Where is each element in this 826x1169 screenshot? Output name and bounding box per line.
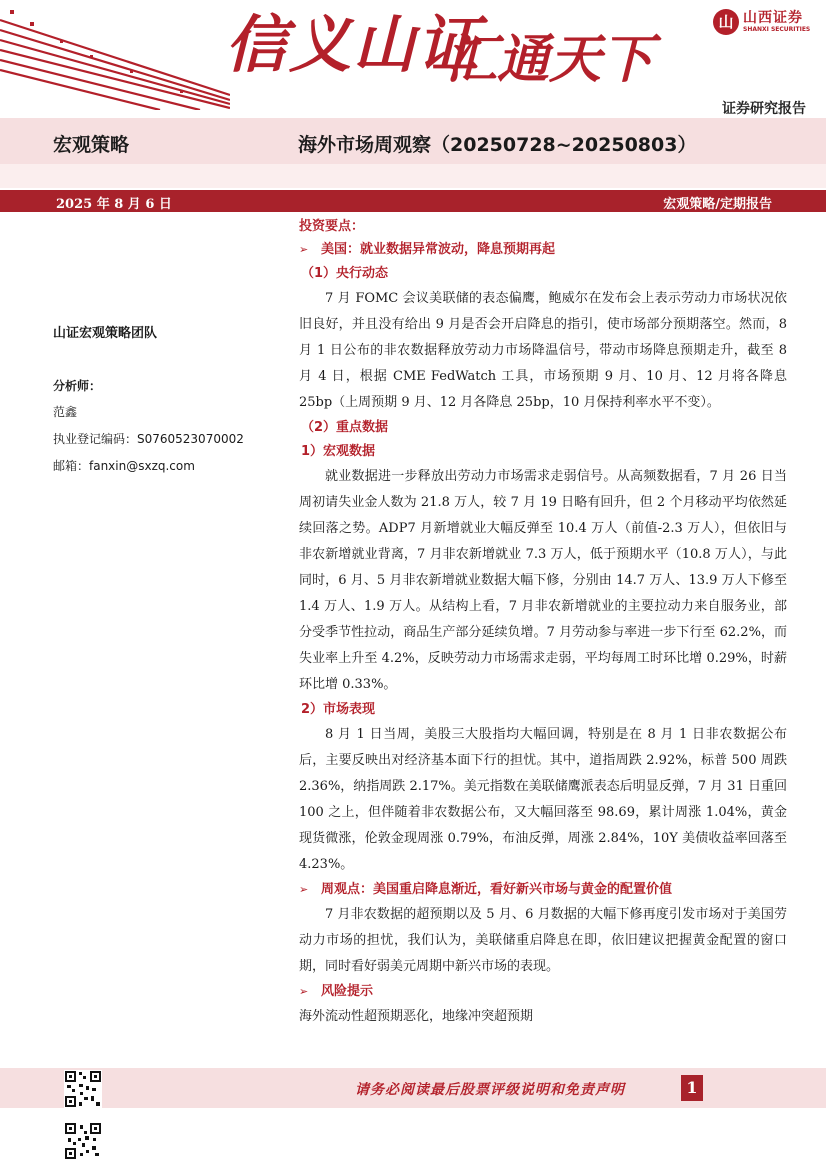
main-content <box>299 216 787 1030</box>
brand-slogan: 信义山证 <box>225 8 482 81</box>
logo-cn-text: 山西证券 <box>743 10 803 26</box>
analyst-email: 邮箱：fanxin@sxzq.com <box>53 459 195 473</box>
logo-mark-icon: 山 <box>713 9 739 35</box>
paragraph: 就业数据进一步释放出劳动力市场需求走弱信号。从高频数据看，7 月 26 日当周初请失业金人数为 21.8 万人，较 7 月 19 日略有回升，但 2 个月移动平均依然延续回落之势。ADP7 月新增就业大幅反弹至 10.4 万人（前值-2.3 万人），但依旧与非农新增就业背离，7 月非农新增就业 7.3 万人，低于预期水平（10.8 万人），与此同时，6 月、5 月非农新增就业数据大幅下修，分别由 14.7 万人、13.9 万人下修至 1.4 万人、1.9 万人。从结构上看，7 月非农新增就业的主要拉动力来自服务业，部分受季节性拉动，商品生产部分延续负增。7 月劳动参与率进一步下行至 62.2%，而失业率上升至 4.2%，反映劳动力市场需求走弱，平均每周工时环比增 0.29%，时薪环比增 0.33%。 <box>299 469 787 692</box>
bullet-text: 风险提示 <box>321 984 374 999</box>
analyst-name: 范鑫 <box>53 405 78 419</box>
key-points-heading: 投资要点： <box>299 219 365 234</box>
brand-slogan-2: 汇通天下 <box>445 29 654 90</box>
analyst-label: 分析师： <box>53 379 102 393</box>
section-heading: （2）重点数据 <box>301 420 389 435</box>
bullet-heading <box>299 238 787 262</box>
arrow-bullet-icon: ➢ <box>299 985 309 998</box>
team-name: 山证宏观策略团队 <box>53 326 158 341</box>
page-number: 1 <box>681 1075 703 1101</box>
qr-code-icon <box>64 1070 102 1108</box>
report-subcategory: 宏观策略/定期报告 <box>663 197 772 212</box>
brand-stripes-graphic <box>0 0 230 110</box>
arrow-bullet-icon: ➢ <box>299 243 309 256</box>
report-type: 证券研究报告 <box>722 101 806 117</box>
paragraph: 8 月 1 日当周，美股三大股指均大幅回调，特别是在 8 月 1 日非农数据公布后，主要反映出对经济基本面下行的担忧。其中，道指周跌 2.92%，标普 500 周跌 2.36%，纳指周跌 2.17%。美元指数在美联储鹰派表态后明显反弹，7 月 31 日重回 100 之上，但伴随着非农数据公布，又大幅回落至 98.69，累计周涨 1.04%，黄金现货微涨，伦敦金现周涨 0.79%，布油反弹，周涨 2.84%，10Y 美债收益率回落至 4.23%。 <box>299 727 787 872</box>
qr-code-icon <box>64 1122 102 1160</box>
page-title: 海外市场周观察（20250728~20250803） <box>298 134 697 156</box>
paragraph: 海外流动性超预期恶化，地缘冲突超预期 <box>299 1009 534 1024</box>
paragraph: 7 月非农数据的超预期以及 5 月、6 月数据的大幅下修再度引发市场对于美国劳动力市场的担忧，我们认为，美联储重启降息在即，依旧建议把握黄金配置的窗口期，同时看好弱美元周期中新兴市场的表现。 <box>299 907 787 974</box>
subsection-heading: 1）宏观数据 <box>301 444 376 459</box>
title-band-lower <box>0 164 826 188</box>
company-logo <box>713 7 813 41</box>
disclaimer-notice: 请务必阅读最后股票评级说明和免责声明 <box>355 1082 625 1098</box>
subsection-heading: 2）市场表现 <box>301 702 376 717</box>
arrow-bullet-icon: ➢ <box>299 883 309 896</box>
section-heading: （1）央行动态 <box>301 266 389 281</box>
paragraph: 7 月 FOMC 会议美联储的表态偏鹰，鲍威尔在发布会上表示劳动力市场状况依旧良好，并且没有给出 9 月是否会开启降息的指引，使市场部分预期落空。然而，8 月 1 日公布的非农数据释放劳动力市场降温信号，带动市场降息预期走升，截至 8 月 4 日，根据 CME FedWatch 工具，市场预期 9 月、10 月、12 月将各降息 25bp（上周预期 9 月、12 月各降息 25bp，10 月保持利率水平不变）。 <box>299 291 787 410</box>
bullet-text: 周观点：美国重启降息渐近，看好新兴市场与黄金的配置价值 <box>321 882 673 897</box>
bullet-heading <box>299 980 787 1004</box>
report-date: 2025 年 8 月 6 日 <box>56 197 172 212</box>
bullet-text: 美国：就业数据异常波动，降息预期再起 <box>321 242 556 257</box>
bullet-heading <box>299 878 787 902</box>
analyst-registration: 执业登记编码：S0760523070002 <box>53 432 244 446</box>
report-category: 宏观策略 <box>53 134 130 156</box>
logo-en-text: SHANXI SECURITIES <box>743 26 811 33</box>
